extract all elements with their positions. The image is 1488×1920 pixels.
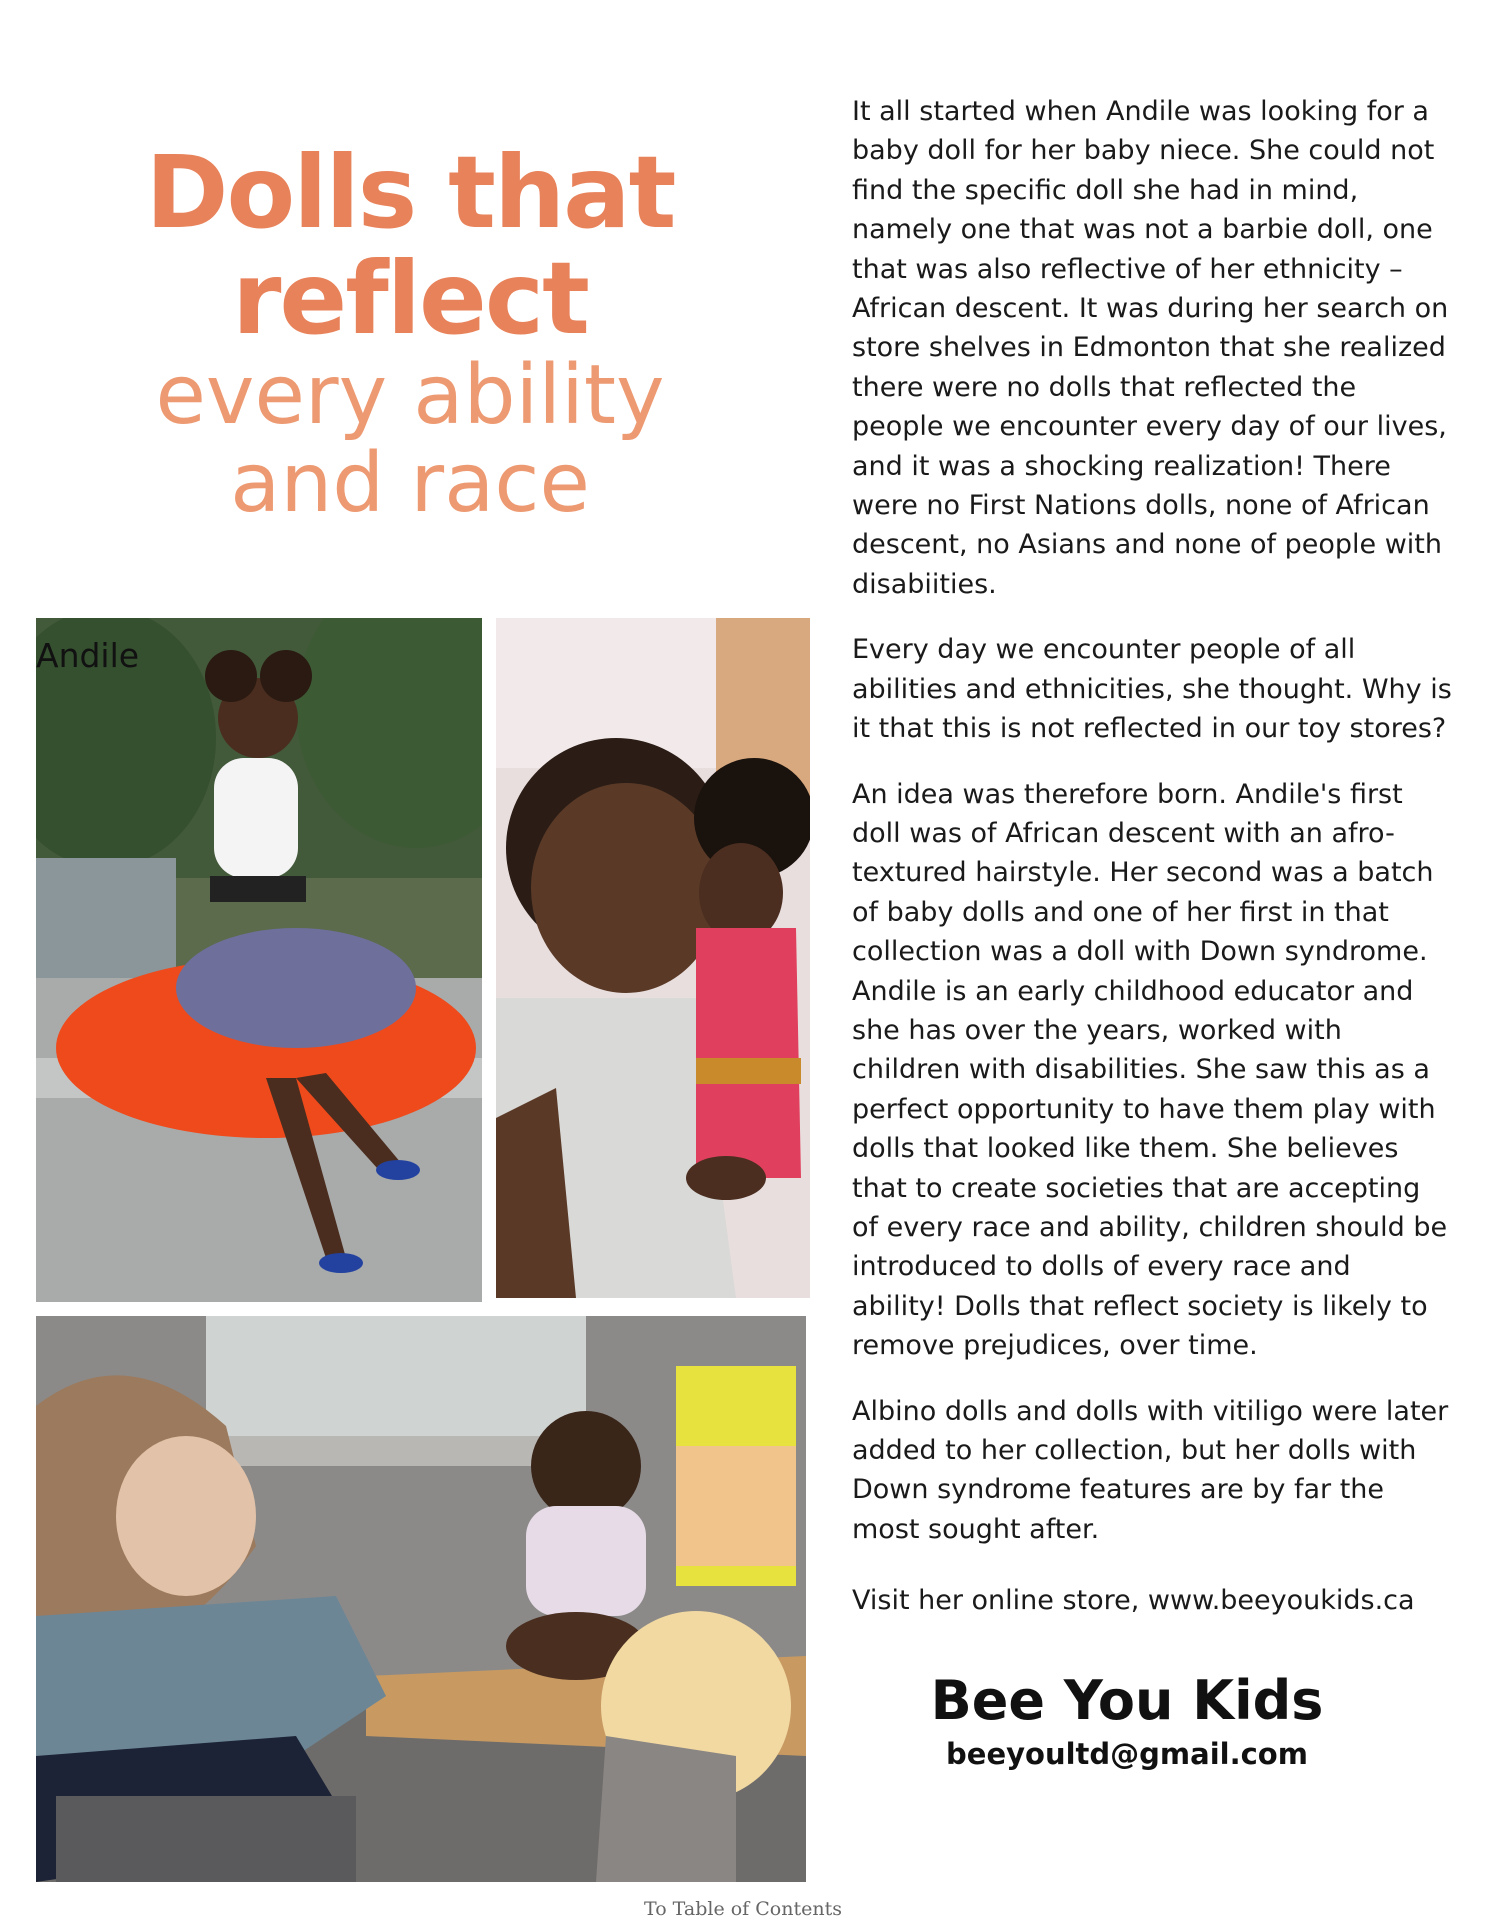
headline-line-3: every ability: [155, 348, 665, 443]
andile-photo-image: [36, 618, 482, 1302]
child-playing-dolls-photo: [36, 1316, 806, 1882]
brand-name: Bee You Kids: [930, 1669, 1324, 1732]
child-playing-dolls-image: [36, 1316, 806, 1882]
article-paragraph-4: Albino dolls and dolls with vitiligo were later added to her collection, but her dolls with Down syndrome features are by far the most sought after.: [852, 1395, 1449, 1545]
headline-line-1: Dolls that: [145, 134, 675, 251]
brand-block: [852, 1668, 1402, 1774]
child-kissing-doll-image: [496, 618, 810, 1298]
table-of-contents-link[interactable]: To Table of Contents: [644, 1898, 842, 1920]
article-paragraph-1: It all started when Andile was looking for a baby doll for her baby niece. She could not find the specific doll she had in mind, namely one that was not a barbie doll, one that was also reflective of her ethnicity – African descent. It was during her search on store shelves in Edmonton that she realized there were no dolls that reflected the people we encounter every day of our lives, and it was a shocking realization! There were no First Nations dolls, none of African descent, no Asians and none of people with disabiities.: [852, 96, 1449, 600]
andile-caption: Andile: [36, 636, 140, 675]
headline-line-4: and race: [230, 436, 590, 531]
article-body: [852, 92, 1452, 1647]
store-link-text[interactable]: Visit her online store, www.beeyoukids.ca: [852, 1585, 1415, 1617]
article-paragraph-2: Every day we encounter people of all abilities and ethnicities, she thought. Why is it that this is not reflected in our toy stores?: [852, 634, 1452, 745]
brand-email[interactable]: beeyoultd@gmail.com: [946, 1737, 1308, 1771]
andile-photo: [36, 618, 482, 1302]
article-paragraph-3: An idea was therefore born. Andile's first doll was of African descent with an afro-textured hairstyle. Her second was a batch of baby dolls and one of her first in that collection was a doll with Down syndrome. Andile is an early childhood educator and she has over the years, worked with children with disabilities. She saw this as a perfect opportunity to have them play with dolls that looked like them. She believes that to create societies that are accepting of every race and ability, children should be introduced to dolls of every race and ability! Dolls that reflect society is likely to remove prejudices, over time.: [852, 778, 1448, 1362]
child-kissing-doll-photo: [496, 618, 810, 1298]
headline: [60, 134, 760, 531]
headline-line-2: reflect: [232, 240, 588, 357]
